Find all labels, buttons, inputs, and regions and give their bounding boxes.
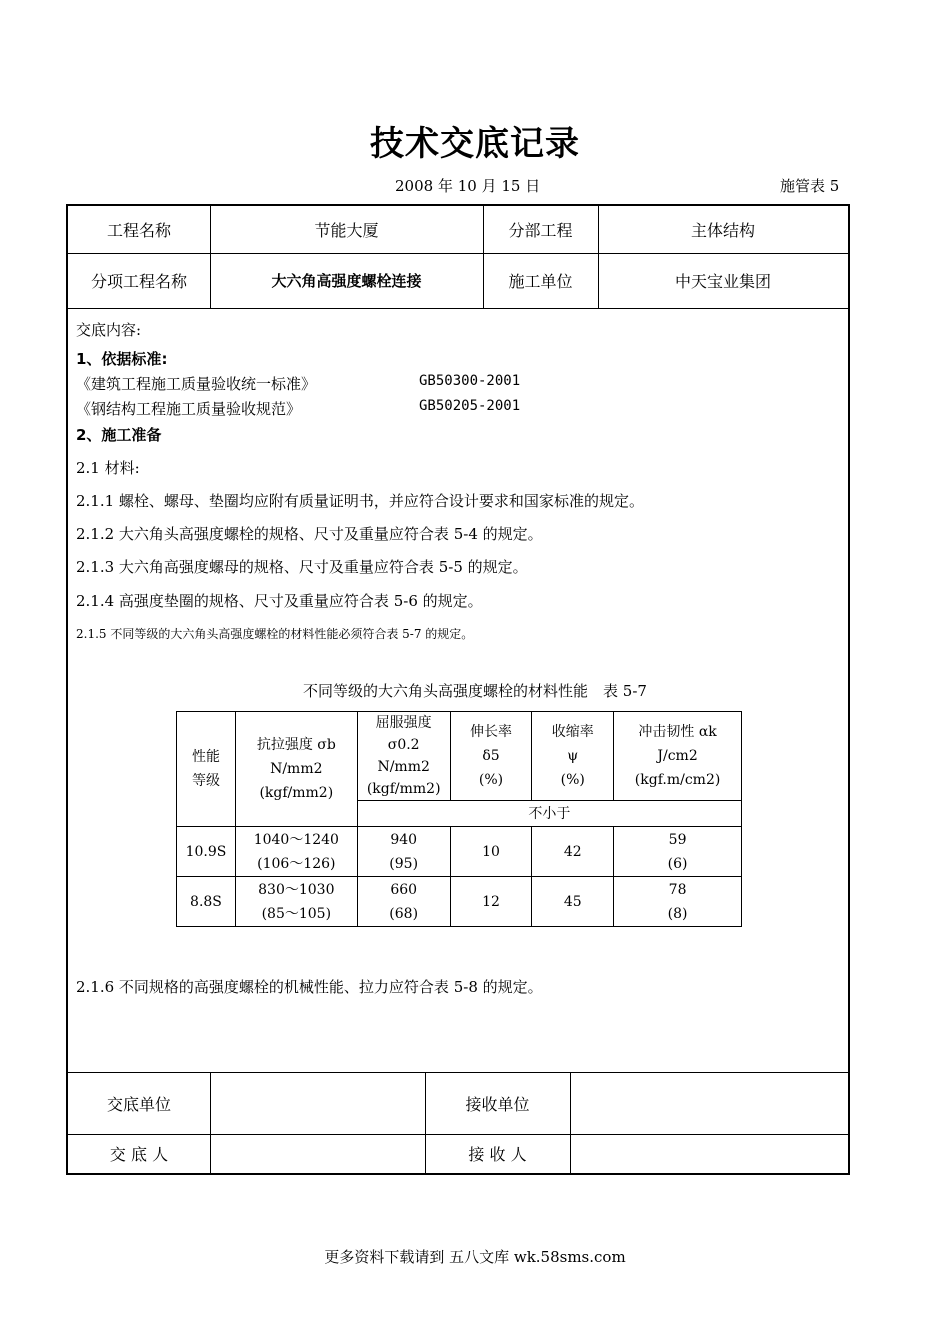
standard-2-code: GB50205-2001 (419, 398, 521, 414)
para-2-1-4: 2.1.4 高强度垫圈的规格、尺寸及重量应符合表 5-6 的规定。 (76, 592, 483, 610)
standard-1-code: GB50300-2001 (419, 373, 521, 389)
para-2-1-5: 2.1.5 不同等级的大六角头高强度螺栓的材料性能必须符合表 5-7 的规定。 (76, 627, 474, 641)
footer-link-text[interactable]: 更多资料下载请到 五八文库 wk.58sms.com (324, 1248, 626, 1266)
issuer-unit-label: 交底单位 (106, 1094, 171, 1114)
receiver-field[interactable] (570, 1134, 848, 1173)
project-name-value: 节能大厦 (314, 221, 379, 240)
division-label: 分部工程 (508, 221, 573, 240)
standard-2-name: 《钢结构工程施工质量验收规范》 (76, 400, 302, 418)
issuer-unit-field[interactable] (210, 1072, 425, 1134)
not-less-than: 不小于 (357, 801, 741, 827)
section-1-title: 1、依据标准: (76, 350, 168, 368)
contractor-label: 施工单位 (508, 272, 573, 291)
header-tensile: 抗拉强度 σb N/mm2 (kgf/mm2) (235, 712, 357, 827)
issuer-label: 交 底 人 (109, 1145, 169, 1164)
para-2-1-1: 2.1.1 螺栓、螺母、垫圈均应附有质量证明书，并应符合设计要求和国家标准的规定。 (76, 492, 644, 510)
header-elongation: 伸长率 δ5 (%) (450, 712, 532, 801)
page-title: 技术交底记录 (370, 124, 580, 164)
standard-1-name: 《建筑工程施工质量验收统一标准》 (76, 375, 317, 393)
receiver-unit-label: 接收单位 (465, 1094, 530, 1114)
header-impact: 冲击韧性 αk J/cm2 (kgf.m/cm2) (614, 712, 742, 801)
para-2-1-3: 2.1.3 大六角高强度螺母的规格、尺寸及重量应符合表 5-5 的规定。 (76, 558, 528, 576)
para-2-1: 2.1 材料: (76, 459, 140, 477)
project-name-label: 工程名称 (106, 221, 171, 240)
receiver-label: 接 收 人 (468, 1145, 527, 1164)
contractor-value: 中天宝业集团 (674, 272, 771, 291)
division-value: 主体结构 (690, 221, 755, 240)
content-heading: 交底内容: (76, 321, 142, 339)
table-caption: 不同等级的大六角头高强度螺栓的材料性能 表 5-7 (303, 682, 647, 700)
record-date: 2008 年 10 月 15 日 (395, 177, 541, 195)
subitem-value: 大六角高强度螺栓连接 (271, 272, 422, 290)
table-row: 8.8S 830～1030 (85～105) 660 (68) 12 45 78 (8) (177, 877, 742, 927)
header-grade: 性能 等级 (177, 712, 236, 827)
issuer-field[interactable] (210, 1134, 425, 1173)
subitem-label: 分项工程名称 (90, 272, 187, 291)
section-2-title: 2、施工准备 (76, 426, 162, 444)
para-2-1-6: 2.1.6 不同规格的高强度螺栓的机械性能、拉力应符合表 5-8 的规定。 (76, 978, 543, 996)
table-row: 10.9S 1040～1240 (106～126) 940 (95) 10 42 59 (6) (177, 827, 742, 877)
para-2-1-2: 2.1.2 大六角头高强度螺栓的规格、尺寸及重量应符合表 5-4 的规定。 (76, 525, 543, 543)
material-properties-table (176, 711, 742, 927)
header-yield: 屈服强度 σ0.2 N/mm2 (kgf/mm2) (357, 712, 450, 801)
header-shrinkage: 收缩率 ψ (%) (532, 712, 614, 801)
receiver-unit-field[interactable] (570, 1072, 848, 1134)
form-number: 施管表 5 (780, 177, 840, 195)
